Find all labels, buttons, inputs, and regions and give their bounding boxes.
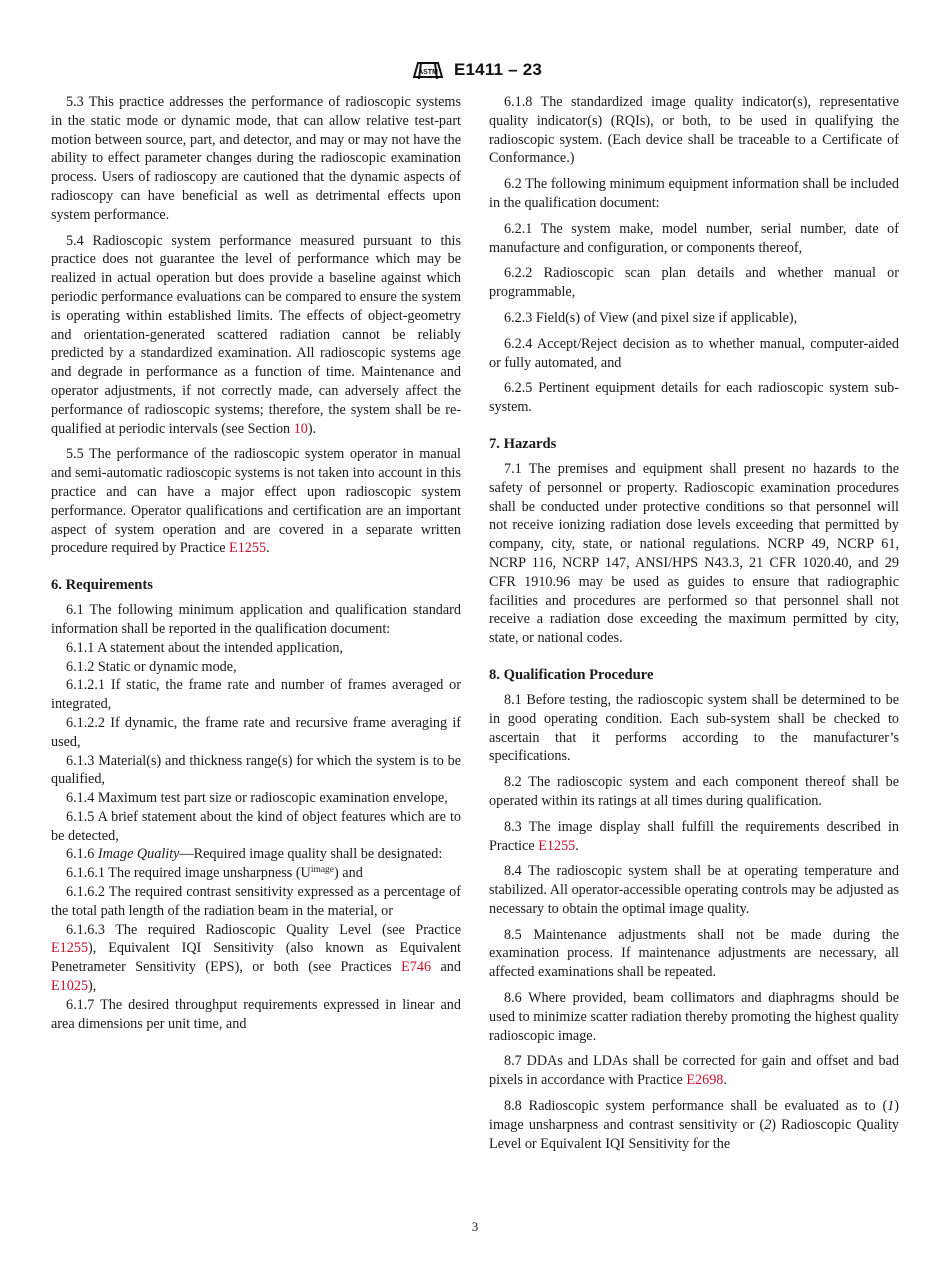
- logo-text: ASTM: [418, 69, 438, 76]
- e746-link[interactable]: E746: [401, 959, 432, 976]
- paragraph-8-7: 8.7 DDAs and LDAs shall be corrected for gain and offset and bad pixels in accordance with Practice E2698.: [489, 1053, 899, 1089]
- e1255-link[interactable]: E1255: [229, 540, 267, 557]
- paragraph-6-2-3: 6.2.3 Field(s) of View (and pixel size if applicable),: [504, 309, 798, 326]
- paragraph-6-1-2-1: 6.1.2.1 If static, the frame rate and number of frames averaged or integrated,: [51, 677, 461, 713]
- paragraph-5-3: 5.3 This practice addresses the performance of radioscopic systems in the static mode or dynamic mode, that can allow relative test-part motion between source, part, and detector, and may or may not have the ability to effect parameter changes during the radioscopic examination process. Users of radioscopy are cautioned that the dynamic aspects of radioscopy can have beneficial as well as detrimental effects upon system performance.: [51, 94, 461, 223]
- paragraph-8-6: 8.6 Where provided, beam collimators and diaphragms should be used to minimize scatter radiation thereby promoting the highest quality radioscopic image.: [489, 990, 899, 1044]
- e1255-link[interactable]: E1255: [51, 940, 89, 957]
- page-number: 3: [471, 1219, 479, 1234]
- paragraph-8-1: 8.1 Before testing, the radioscopic system shall be determined to be in good operating condition. Each sub-system shall be checked to ascertain that it performs according to the manufacturer’s specifications.: [489, 691, 899, 765]
- paragraph-6-2: 6.2 The following minimum equipment information shall be included in the qualification document:: [489, 176, 899, 211]
- paragraph-8-8: 8.8 Radioscopic system performance shall be evaluated as to (1) image unsharpness and contrast sensitivity or (2) Radioscopic Quality Level or Equivalent IQI Sensitivity for the: [489, 1098, 899, 1152]
- section-7-heading: 7. Hazards: [489, 435, 557, 452]
- paragraph-6-2-5: 6.2.5 Pertinent equipment details for each radioscopic system sub-system.: [489, 380, 899, 416]
- paragraph-6-1-6-1: 6.1.6.1 The required image unsharpness $(U^{image})$ and: [66, 865, 363, 882]
- paragraph-6-2-4: 6.2.4 Accept/Reject decision as to whether manual, computer-aided or fully automated, and: [489, 335, 899, 371]
- left-column: [51, 93, 461, 1033]
- e1025-link[interactable]: E1025: [51, 978, 89, 995]
- image-quality-term: Image Quality: [97, 846, 180, 863]
- paragraph-6-1-1: 6.1.1 A statement about the intended application,: [66, 639, 343, 656]
- paragraph-6-1: 6.1 The following minimum application and qualification standard information shall be reported in the qualification document:: [51, 602, 461, 637]
- paragraph-8-5: 8.5 Maintenance adjustments shall not be made during the examination process. If maintenance adjustments are necessary, all affected examinations shall be repeated.: [489, 926, 899, 981]
- paragraph-6-1-7: 6.1.7 The desired throughput requirements expressed in linear and area dimensions per unit time, and: [51, 996, 461, 1032]
- e1255-link[interactable]: E1255: [538, 837, 576, 854]
- section-10-link[interactable]: 10: [293, 420, 308, 437]
- paragraph-6-1-6: 6.1.6 Image Quality—Required image quality shall be designated:: [66, 846, 443, 863]
- page-header: [0, 52, 950, 88]
- paragraph-8-4: 8.4 The radioscopic system shall be at operating temperature and stabilized. All operator-accessible operating controls may be adjusted as necessary to obtain the optimal image quality.: [489, 863, 899, 917]
- paragraph-6-1-6-2: 6.1.6.2 The required contrast sensitivity expressed as a percentage of the total path length of the radiation beam in the material, or: [51, 884, 461, 919]
- paragraph-8-3: 8.3 The image display shall fulfill the requirements described in Practice E1255.: [489, 818, 899, 854]
- paragraph-6-1-2-2: 6.1.2.2 If dynamic, the frame rate and recursive frame averaging if used,: [51, 714, 461, 750]
- paragraph-8-2: 8.2 The radioscopic system and each component thereof shall be operated within its ratings at all times during qualification.: [489, 774, 899, 809]
- paragraph-6-1-8: 6.1.8 The standardized image quality indicator(s), representative quality indicator(s) (RQIs), or both, to be used in qualifying the radioscopic system. (Each device shall be traceable to a Certificate of Conformance.): [489, 94, 899, 167]
- paragraph-6-1-4: 6.1.4 Maximum test part size or radioscopic examination envelope,: [66, 790, 448, 807]
- document-number: E1411 – 23: [453, 60, 543, 79]
- section-6-heading: 6. Requirements: [51, 577, 153, 594]
- paragraph-6-1-2: 6.1.2 Static or dynamic mode,: [66, 658, 237, 675]
- paragraph-6-1-3: 6.1.3 Material(s) and thickness range(s) for which the system is to be qualified,: [51, 752, 461, 788]
- paragraph-7-1: 7.1 The premises and equipment shall present no hazards to the safety of personnel or property. Radioscopic examination procedures shall be conducted under protective conditions so that personnel will not receive ionizing radiation dose levels exceeding that permitted by company, city, state, or national regulations. NCRP 49, NCRP 61, NCRP 116, NCRP 147, ANSI/HPS N43.3, 21 CFR 1020.40, and 29 CFR 1910.96 may be used as guides to ensure that radiographic facilities and procedures are performed so that personnel shall not receive a radiation dose exceeding the maximum permitted by city, state, or national codes.: [489, 460, 899, 647]
- right-column: [489, 93, 899, 1153]
- paragraph-5-4: 5.4 Radioscopic system performance measured pursuant to this practice does not guarantee the level of performance which may be realized in actual operation but does provide a baseline against which periodic performance evaluations can be compared to ensure the system is operating within established limits. The effects of object-geometry and orientation-generated scattered radiation cannot be reliably predicted by a standardized examination. All radioscopic systems age and degrade in performance as a function of time. Maintenance and operator adjustments, if not correctly made, can adversely affect the performance of radioscopic systems; therefore, the system shall be re-qualified at periodic intervals (see Section 10).: [51, 232, 461, 437]
- section-8-heading: 8. Qualification Procedure: [489, 666, 654, 683]
- unsharpness-superscript: image: [310, 865, 335, 876]
- paragraph-6-1-6-3: 6.1.6.3 The required Radioscopic Quality Level (see Practice E1255), Equivalent IQI Sensitivity (also known as Equivalent Penetrameter Sensitivity (EPS), or both (see Practices E746 and E1025),: [51, 921, 461, 995]
- paragraph-5-5: 5.5 The performance of the radioscopic system operator in manual and semi-automatic radioscopic systems is not taken into account in this practice and can have a major effect upon radioscopic system performance. Operator qualifications and certification are an important aspect of system operation and are covered in a separate written procedure required by Practice E1255.: [51, 446, 461, 557]
- paragraph-6-1-5: 6.1.5 A brief statement about the kind of object features which are to be detected,: [51, 808, 461, 844]
- e2698-link[interactable]: E2698: [686, 1072, 724, 1089]
- astm-logo-icon: [408, 55, 448, 85]
- paragraph-6-2-1: 6.2.1 The system make, model number, serial number, date of manufacture and configuration, or components thereof,: [489, 220, 899, 256]
- paragraph-6-2-2: 6.2.2 Radioscopic scan plan details and whether manual or programmable,: [489, 265, 899, 301]
